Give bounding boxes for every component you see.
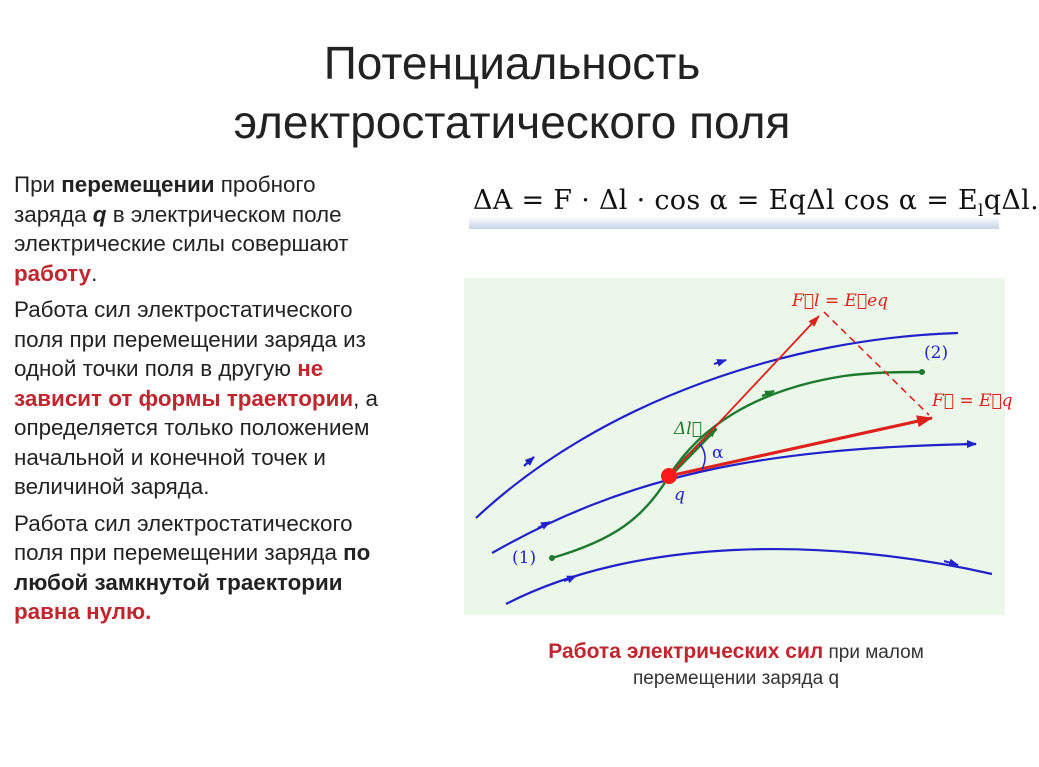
trajectory-end-point [919,369,925,375]
label-alpha: α [712,443,724,463]
work-formula [473,184,1039,221]
p1-text: заряда [14,201,93,227]
label-path-1: (1) [512,548,537,568]
label-f: F⃗ = E⃗q [932,391,1013,411]
caption-line-2: перемещении заряда q [632,668,840,689]
force-component-vector [669,316,819,476]
label-q: q [674,485,685,505]
alpha-arc [700,444,705,469]
field-line-1-arrow [524,457,534,466]
field-diagram-svg [464,278,1013,615]
p1-bold-moving: перемещении [61,172,215,197]
p2-text: одной точки поля в другую [14,356,298,381]
diagram-caption [486,639,986,692]
label-fl: F⃗l = E⃗eq [792,291,889,311]
formula-left: ΔA = F · Δl · cos α = EqΔl cos α = E [473,185,979,216]
p2-red-independent: зависит от формы траектории [14,385,354,411]
p2-text: определяется только положением [14,415,370,440]
trajectory-start-point [549,555,555,561]
p3-text: поля при перемещении заряда [14,540,344,565]
slide-title [0,34,1024,152]
p3-bold-closed-path: любой замкнутой траектории [14,569,343,595]
p3-red-zero: равна нулю. [14,599,152,624]
caption-rest: при малом [823,642,924,663]
paragraph-3 [14,509,466,627]
p1-red-work: работу [14,260,92,286]
force-component-projection [824,312,929,415]
formula-subscript: l [978,201,984,221]
p2-text: , а [353,385,379,411]
p3-bold-along: по [343,540,371,565]
label-delta-l: Δl⃗ [674,419,702,439]
work-formula-box [469,180,1039,229]
p1-text: электрические силы совершают [14,231,349,256]
p2-text: поля при перемещении заряда из [14,326,366,352]
p3-text: Работа сил электростатического [14,510,353,536]
title-line-2: электростатического поля [233,96,791,148]
caption-line-1 [486,639,986,666]
body-text [14,170,466,634]
charge-dot [661,468,677,484]
label-path-2: (2) [924,343,949,363]
p2-red-not: не [297,356,324,381]
p2-text: начальной и конечной точек и [14,444,326,470]
paragraph-2 [14,295,466,502]
p1-text: . [91,260,98,286]
field-diagram [464,278,1013,615]
p1-text: в электрическом поле [106,201,342,227]
paragraph-1 [14,170,466,288]
formula-right: qΔl. [983,185,1039,216]
p1-text: пробного [214,172,316,197]
field-line-3 [506,549,992,604]
p1-charge-symbol: q [92,201,107,227]
field-line-1-arrow-2 [714,360,726,364]
title-line-1: Потенциальность [323,37,701,89]
p2-text: величиной заряда. [14,474,210,499]
p1-text: При [14,172,62,197]
p2-text: Работа сил электростатического [14,297,353,322]
caption-main: Работа электрических сил [548,640,824,663]
